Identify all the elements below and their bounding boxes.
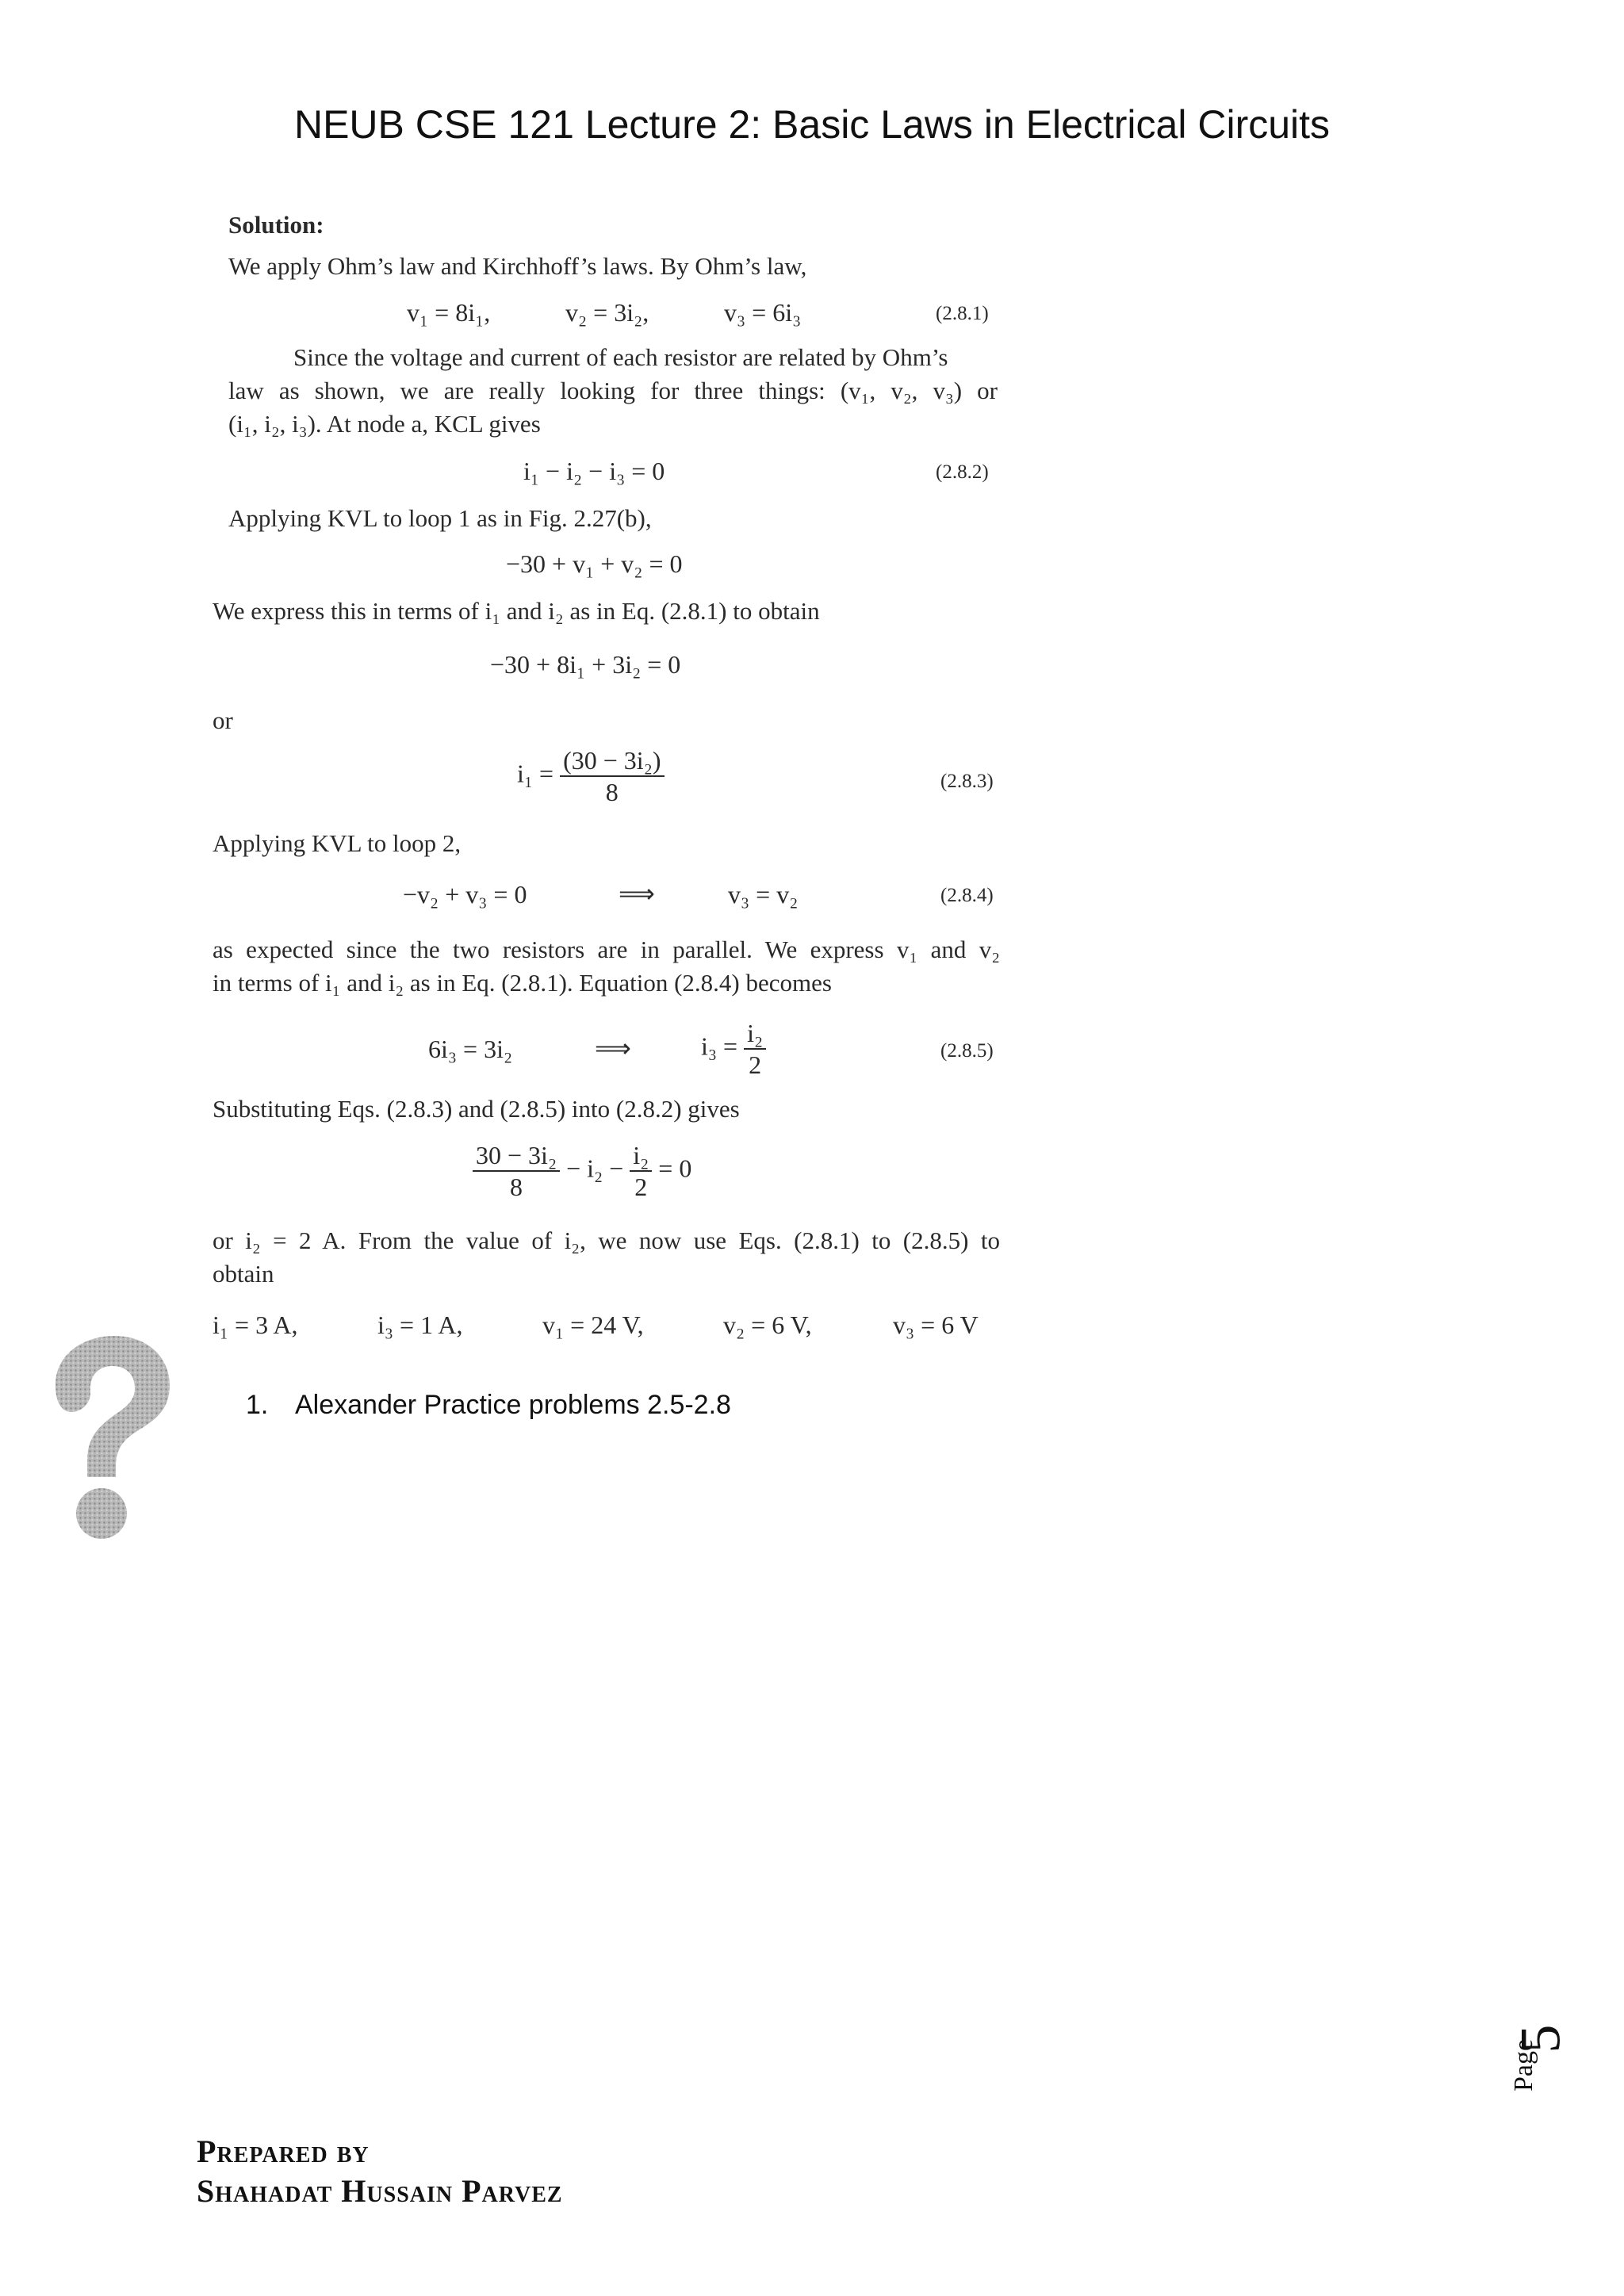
answer-v2: v₂ = 6 V, (723, 1311, 812, 1339)
equation-2-8-1c: v₃ = 6i₃ (724, 298, 802, 327)
page-title: NEUB CSE 121 Lecture 2: Basic Laws in Electrical Circuits (293, 102, 1331, 147)
page-label: Page (1509, 2038, 1538, 2091)
page-number-value: 5 (1508, 2024, 1572, 2053)
answer-v1: v₁ = 24 V, (542, 1311, 644, 1339)
express-text: We express this in terms of i₁ and i₂ as in Eq. (2.8.1) to obtain (213, 597, 820, 625)
equation-label-2-8-4: (2.8.4) (940, 885, 994, 906)
implies-arrow: ⟹ (619, 879, 655, 908)
implies-arrow: ⟹ (595, 1034, 631, 1062)
solution-heading: Solution: (228, 211, 324, 239)
fraction-numerator: i₂ (630, 1140, 652, 1172)
fraction-denominator: 2 (634, 1173, 648, 1201)
practice-text: Alexander Practice problems 2.5-2.8 (295, 1390, 731, 1420)
fraction-denominator: 2 (749, 1050, 762, 1079)
fraction-numerator: (30 − 3i₂) (560, 745, 664, 777)
paragraph-line: Since the voltage and current of each resistor are related by Ohm’s (293, 343, 948, 371)
kvl-loop2-text: Applying KVL to loop 2, (213, 829, 462, 857)
question-mark-icon (41, 1336, 176, 1542)
equation-label-2-8-3: (2.8.3) (940, 771, 994, 792)
equation-final-middle: − i₂ − (566, 1154, 624, 1183)
footer-author: Shahadat Hussain Parvez (197, 2173, 563, 2209)
answer-i1: i₁ = 3 A, (213, 1311, 298, 1339)
substitution-text: Substituting Eqs. (2.8.3) and (2.8.5) into (2.8.2) gives (213, 1095, 740, 1123)
equation-2-8-5-rhs (701, 1018, 766, 1080)
equation-2-8-1a: v₁ = 8i₁, (407, 298, 491, 327)
fraction (744, 1018, 766, 1080)
paragraph-line: law as shown, we are really looking for three things: (v₁, v₂, v₃) or (228, 377, 998, 404)
equation-2-8-4-rhs: v₃ = v₂ (728, 880, 799, 909)
answer-i3: i₃ = 1 A, (377, 1311, 463, 1339)
equation-2-8-2: i₁ − i₂ − i₃ = 0 (523, 457, 665, 485)
practice-list-item (246, 1390, 731, 1421)
fraction-numerator: i₂ (744, 1018, 766, 1050)
paragraph-line: as expected since the two resistors are in parallel. We express v₁ and v₂ (213, 936, 1000, 963)
equation-final-end: = 0 (658, 1154, 692, 1183)
fraction-denominator: 8 (605, 778, 619, 806)
equation-2-8-4-lhs: −v₂ + v₃ = 0 (403, 880, 527, 909)
list-number: 1. (246, 1390, 269, 1420)
fraction (560, 745, 664, 807)
footer-prepared-by: Prepared by (197, 2133, 370, 2169)
equation-label-2-8-5: (2.8.5) (940, 1040, 994, 1062)
or-text: or (213, 706, 233, 734)
kvl-loop1-text: Applying KVL to loop 1 as in Fig. 2.27(b), (228, 504, 652, 532)
solution-intro: We apply Ohm’s law and Kirchhoff’s laws. By Ohm’s law, (228, 252, 807, 280)
equation-2-8-3 (517, 745, 665, 807)
equation-label-2-8-1: (2.8.1) (936, 303, 989, 324)
equation-2-8-3-lhs: i₁ = (517, 759, 554, 788)
answer-v3: v₃ = 6 V (893, 1311, 979, 1339)
equation-kvl-loop1: −30 + v₁ + v₂ = 0 (506, 549, 683, 578)
fraction-numerator: 30 − 3i₂ (473, 1140, 560, 1172)
page-number (1495, 1998, 1582, 2125)
paragraph-line: in terms of i₁ and i₂ as in Eq. (2.8.1). Equation (2.8.4) becomes (213, 969, 832, 997)
equation-2-8-5-lhs: 6i₃ = 3i₂ (428, 1035, 513, 1063)
equation-final (473, 1140, 691, 1202)
equation-label-2-8-2: (2.8.2) (936, 461, 989, 483)
result-line: obtain (213, 1260, 274, 1288)
equation-2-8-1b: v₂ = 3i₂, (565, 298, 649, 327)
fraction (473, 1140, 560, 1202)
fraction (630, 1140, 652, 1202)
paragraph-line: (i₁, i₂, i₃). At node a, KCL gives (228, 410, 541, 438)
equation-substituted: −30 + 8i₁ + 3i₂ = 0 (490, 650, 681, 679)
fraction-denominator: 8 (510, 1173, 523, 1201)
result-line: or i₂ = 2 A. From the value of i₂, we now use Eqs. (2.8.1) to (2.8.5) to (213, 1226, 1000, 1254)
equation-2-8-5-rhs-lhs: i₃ = (701, 1031, 738, 1061)
